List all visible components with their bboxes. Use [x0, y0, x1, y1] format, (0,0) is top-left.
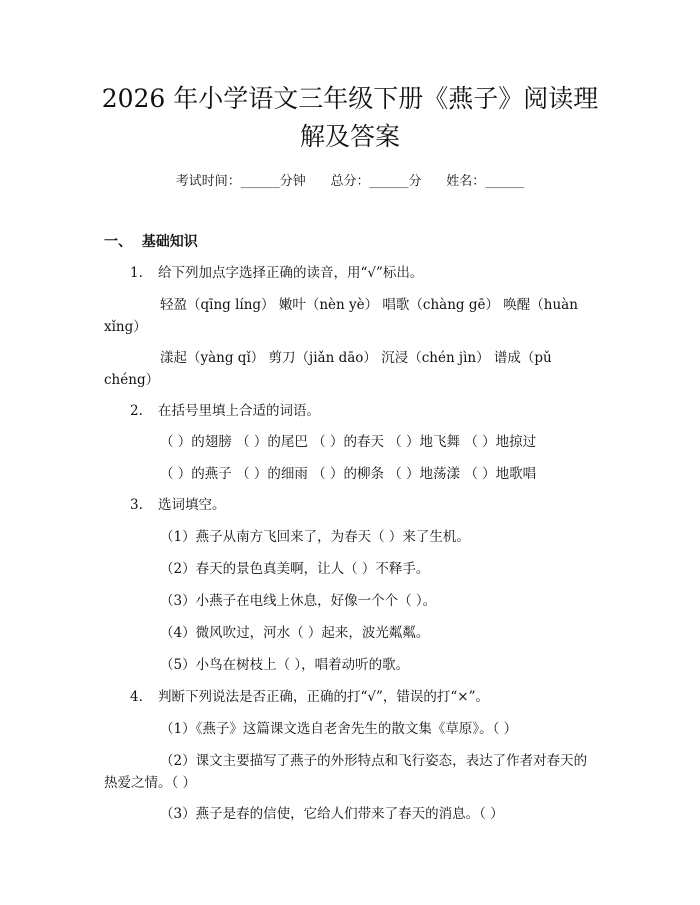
fill-blank-item: （1）燕子从南方飞回来了，为春天（ ）来了生机。 — [160, 529, 470, 545]
fill-blank-item: （3）小燕子在电线上休息，好像一个个（ ）。 — [160, 593, 437, 609]
true-false-item: （3）燕子是春的信使，它给人们带来了春天的消息。（ ） — [160, 806, 504, 822]
fill-words-row-1: （ ）的翅膀 （ ）的尾巴 （ ）的春天 （ ）地飞舞 （ ）地掠过 — [160, 434, 537, 450]
true-false-item: （2）课文主要描写了燕子的外形特点和飞行姿态，表达了作者对春天的 — [160, 753, 588, 769]
fill-words-row-2: （ ）的燕子 （ ）的细雨 （ ）的柳条 （ ）地荡漾 （ ）地歌唱 — [160, 466, 537, 482]
question-prompt: 在括号里填上合适的词语。 — [158, 403, 320, 419]
true-false-item-continued: 热爱之情。（ ） — [104, 775, 197, 791]
question-number: 3. — [130, 497, 143, 513]
fill-blank-item: （5）小鸟在树枝上（ ），唱着动听的歌。 — [160, 657, 410, 673]
document-title-line-2: 解及答案 — [299, 122, 400, 151]
question-number: 1. — [130, 265, 143, 281]
question-prompt: 判断下列说法是否正确，正确的打“√”，错误的打“×”。 — [158, 689, 490, 705]
fill-blank-item: （4）微风吹过，河水（ ）起来，波光粼粼。 — [160, 625, 430, 641]
question-prompt: 选词填空。 — [158, 497, 226, 513]
exam-info-line: 考试时间：______分钟 总分：______分 姓名：______ — [175, 174, 525, 189]
true-false-item: （1）《燕子》这篇课文选自老舍先生的散文集《草原》。（ ） — [160, 721, 518, 737]
question-2 — [130, 399, 320, 419]
question-4 — [130, 685, 489, 705]
fill-blank-item: （2）春天的景色真美啊，让人（ ）不释手。 — [160, 561, 430, 577]
pinyin-row-2-continued: chéng） — [104, 372, 160, 388]
question-1 — [130, 261, 423, 281]
question-prompt: 给下列加点字选择正确的读音，用“√”标出。 — [158, 265, 424, 281]
pinyin-row-1-continued: xǐng） — [104, 319, 147, 335]
question-number: 2. — [130, 403, 143, 419]
question-3 — [130, 493, 226, 513]
question-number: 4. — [130, 689, 143, 705]
pinyin-row-2: 漾起（yàng qǐ） 剪刀（jiǎn dāo） 沉浸（chén jìn） 谱成（pǔ — [160, 350, 552, 366]
section-heading: 一、 基础知识 — [104, 234, 198, 250]
pinyin-row-1: 轻盈（qīng líng） 嫩叶（nèn yè） 唱歌（chàng gē） 唤醒（huàn — [160, 297, 578, 313]
document-title-line-1: 2026 年小学语文三年级下册《燕子》阅读理 — [101, 84, 599, 113]
